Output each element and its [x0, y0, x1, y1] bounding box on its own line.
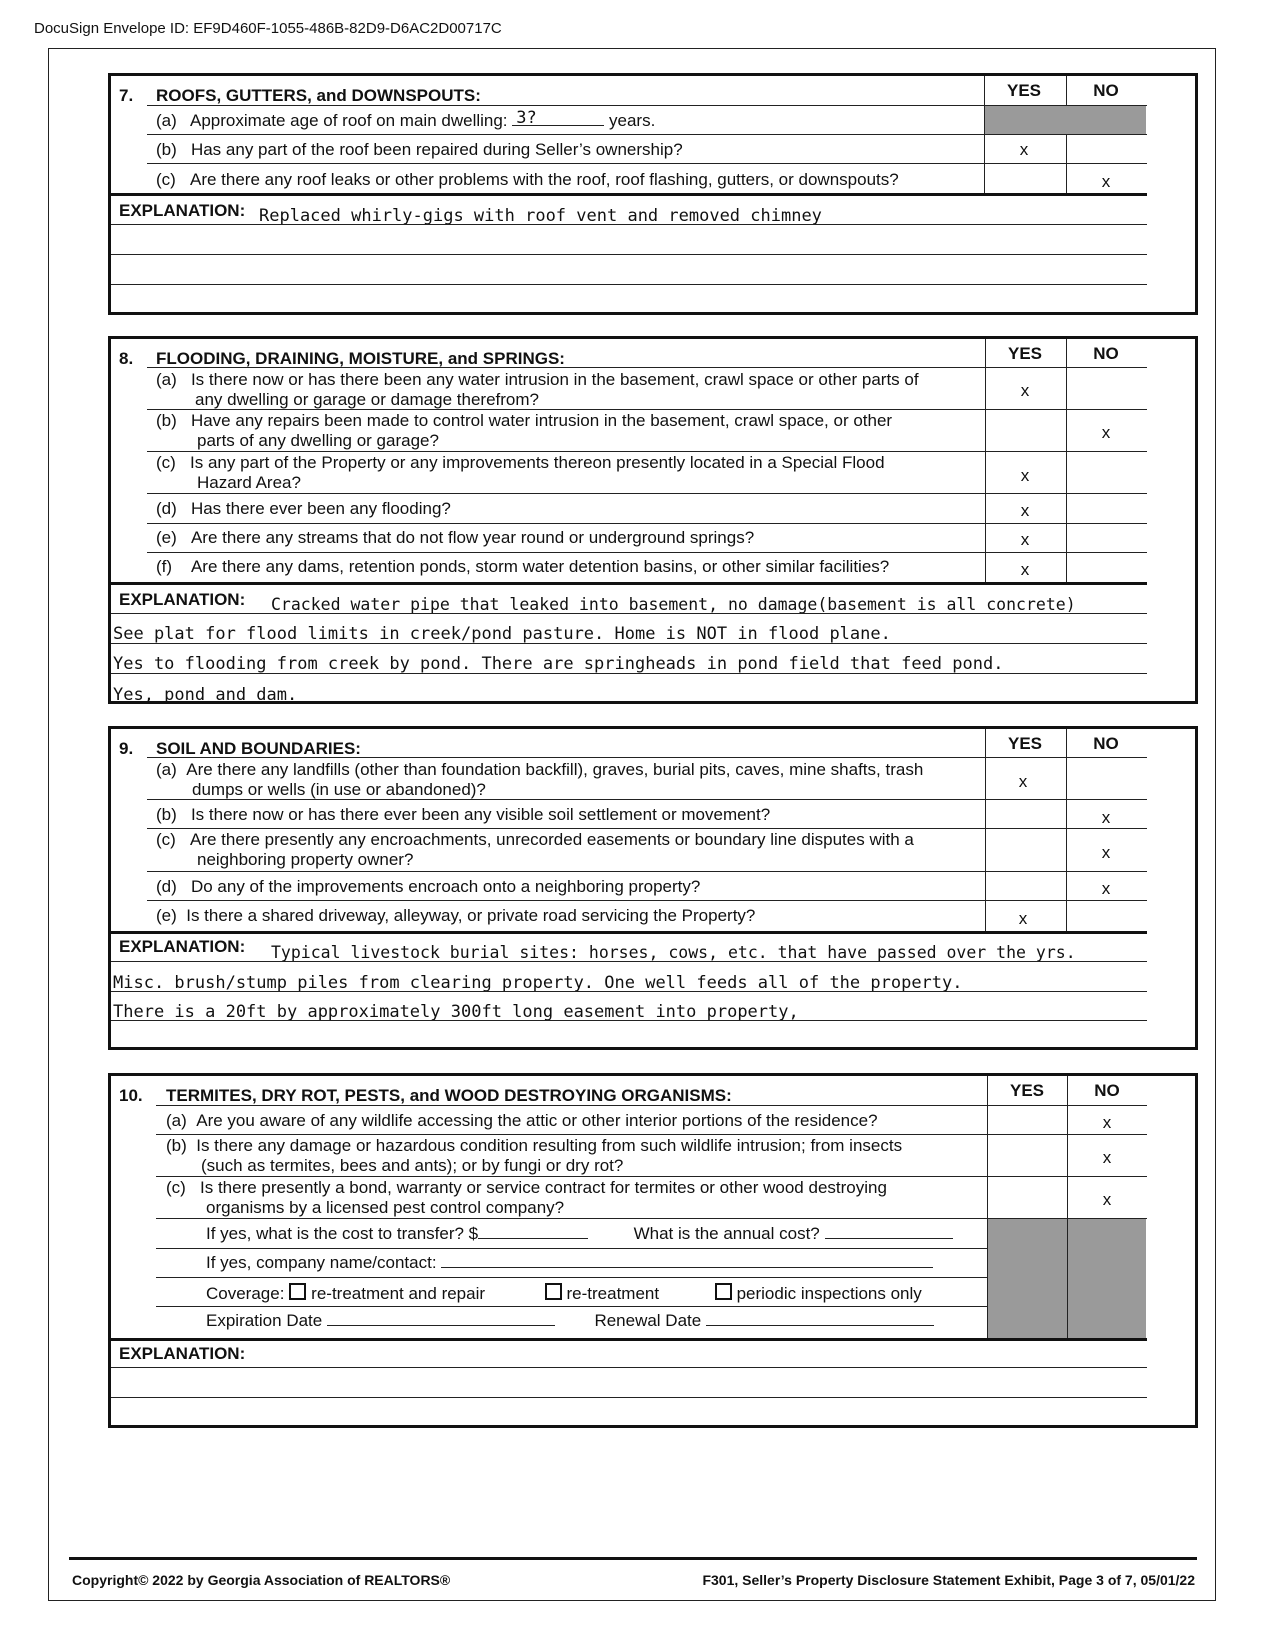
question-10a: (a) Are you aware of any wildlife accessing the attic or other interior portions of the residence? [166, 1111, 878, 1130]
no-header: NO [1094, 1081, 1120, 1100]
question-8d: (d) Has there ever been any flooding? [156, 499, 451, 518]
answer-9d-no[interactable]: x [1101, 879, 1111, 898]
checkbox-periodic-inspections[interactable] [715, 1283, 732, 1300]
renewal-date-field[interactable] [706, 1311, 934, 1326]
question-8a: (a) Is there now or has there been any water intrusion in the basement, crawl space or other parts of any dwelling or garage or damage therefrom? [156, 370, 919, 409]
section-7-roofs [108, 73, 1198, 315]
explanation-label: EXPLANATION: [119, 201, 246, 220]
company-row: If yes, company name/contact: [206, 1253, 933, 1273]
footer-form-id: F301, Seller’s Property Disclosure Statement Exhibit, Page 3 of 7, 05/01/22 [702, 1572, 1195, 1588]
explanation-label: EXPLANATION: [119, 1344, 246, 1363]
no-header: NO [1093, 344, 1119, 363]
dates-row: Expiration Date Renewal Date [206, 1311, 934, 1331]
section-title: ROOFS, GUTTERS, and DOWNSPOUTS: [156, 86, 481, 105]
answer-9c-no[interactable]: x [1101, 843, 1111, 862]
answer-8b-no[interactable]: x [1101, 423, 1111, 442]
checkbox-retreatment-repair[interactable] [289, 1283, 306, 1300]
section-8-flooding [108, 336, 1198, 704]
question-8c: (c) Is any part of the Property or any improvements thereon presently located in a Special Flood Hazard Area? [156, 453, 885, 492]
transfer-cost-field[interactable] [478, 1224, 588, 1239]
section-9-soil [108, 726, 1198, 1050]
roof-age-answer[interactable]: 3? [516, 108, 537, 128]
yes-header: YES [1006, 81, 1042, 100]
section-title: FLOODING, DRAINING, MOISTURE, and SPRINGS: [156, 349, 565, 368]
explanation-7-line-1[interactable]: Replaced whirly-gigs with roof vent and removed chimney [259, 206, 822, 226]
answer-10a-no[interactable]: x [1102, 1113, 1112, 1132]
question-10b: (b) Is there any damage or hazardous condition resulting from such wildlife intrusion; from insects (such as termites, bees and ants); or by fungi or dry rot? [166, 1136, 903, 1175]
answer-7c-no[interactable]: x [1101, 172, 1111, 191]
answer-8e-yes[interactable]: x [1020, 530, 1030, 549]
question-10c: (c) Is there presently a bond, warranty or service contract for termites or other wood destroying organisms by a licensed pest control company? [166, 1178, 887, 1217]
answer-10c-no[interactable]: x [1102, 1190, 1112, 1209]
transfer-cost-row: If yes, what is the cost to transfer? $ What is the annual cost? [206, 1224, 953, 1244]
explanation-8-line-1[interactable]: Cracked water pipe that leaked into basement, no damage(basement is all concrete) [271, 595, 1076, 614]
coverage-row: Coverage: re-treatment and repair re-treatment periodic inspections only [206, 1284, 922, 1303]
yes-header: YES [1007, 734, 1043, 753]
question-9e: (e) Is there a shared driveway, alleyway, or private road servicing the Property? [156, 906, 756, 925]
yes-header: YES [1007, 344, 1043, 363]
shaded-cell [985, 106, 1146, 134]
answer-9e-yes[interactable]: x [1018, 909, 1028, 928]
question-8b: (b) Have any repairs been made to control water intrusion in the basement, crawl space, or other parts of any dwelling or garage? [156, 411, 893, 450]
question-9a: (a) Are there any landfills (other than foundation backfill), graves, burial pits, caves, mine shafts, trash dumps or wells (in use or abandoned)? [156, 760, 924, 799]
answer-8a-yes[interactable]: x [1020, 381, 1030, 400]
answer-8c-yes[interactable]: x [1020, 466, 1030, 485]
annual-cost-field[interactable] [825, 1224, 953, 1239]
answer-8d-yes[interactable]: x [1020, 501, 1030, 520]
no-header: NO [1093, 734, 1119, 753]
question-7c: (c) Are there any roof leaks or other problems with the roof, roof flashing, gutters, or downspouts? [156, 170, 899, 189]
question-9c: (c) Are there presently any encroachments, unrecorded easements or boundary line disputes with a neighboring property owner? [156, 830, 914, 869]
section-number: 7. [119, 86, 134, 105]
checkbox-retreatment[interactable] [545, 1283, 562, 1300]
yes-header: YES [1009, 1081, 1045, 1100]
question-9b: (b) Is there now or has there ever been any visible soil settlement or movement? [156, 805, 771, 824]
explanation-9-line-3[interactable]: There is a 20ft by approximately 300ft long easement into property, [113, 1002, 799, 1022]
footer-divider [69, 1557, 1197, 1560]
explanation-label: EXPLANATION: [119, 590, 246, 609]
question-7b: (b) Has any part of the roof been repaired during Seller’s ownership? [156, 140, 683, 159]
question-8f: (f) Are there any dams, retention ponds, storm water detention basins, or other similar facilities? [156, 557, 890, 576]
question-9d: (d) Do any of the improvements encroach onto a neighboring property? [156, 877, 701, 896]
expiration-date-field[interactable] [327, 1311, 555, 1326]
answer-9b-no[interactable]: x [1101, 808, 1111, 827]
explanation-8-line-3[interactable]: Yes to flooding from creek by pond. There are springheads in pond field that feed pond. [113, 654, 1004, 674]
section-10-termites [108, 1073, 1198, 1428]
answer-10b-no[interactable]: x [1102, 1148, 1112, 1167]
explanation-8-line-2[interactable]: See plat for flood limits in creek/pond pasture. Home is NOT in flood plane. [113, 624, 891, 644]
explanation-8-line-4[interactable]: Yes, pond and dam. [113, 685, 298, 705]
answer-8f-yes[interactable]: x [1020, 560, 1030, 579]
answer-7b-yes[interactable]: x [1019, 140, 1029, 159]
explanation-9-line-1[interactable]: Typical livestock burial sites: horses, cows, etc. that have passed over the yrs. [271, 943, 1076, 962]
company-field[interactable] [441, 1253, 933, 1268]
section-number: 9. [119, 739, 134, 758]
section-number: 10. [119, 1086, 143, 1105]
section-title: TERMITES, DRY ROT, PESTS, and WOOD DESTROYING ORGANISMS: [166, 1086, 732, 1105]
section-title: SOIL AND BOUNDARIES: [156, 739, 361, 758]
explanation-label: EXPLANATION: [119, 937, 246, 956]
section-number: 8. [119, 349, 134, 368]
docusign-envelope-id: DocuSign Envelope ID: EF9D460F-1055-486B-82D9-D6AC2D00717C [34, 20, 502, 37]
question-7a: (a) Approximate age of roof on main dwelling: 3? years. [156, 108, 656, 130]
answer-9a-yes[interactable]: x [1018, 772, 1028, 791]
question-8e: (e) Are there any streams that do not flow year round or underground springs? [156, 528, 755, 547]
footer-copyright: Copyright© 2022 by Georgia Association of REALTORS® [72, 1572, 451, 1588]
no-header: NO [1093, 81, 1119, 100]
explanation-9-line-2[interactable]: Misc. brush/stump piles from clearing property. One well feeds all of the property. [113, 973, 963, 993]
